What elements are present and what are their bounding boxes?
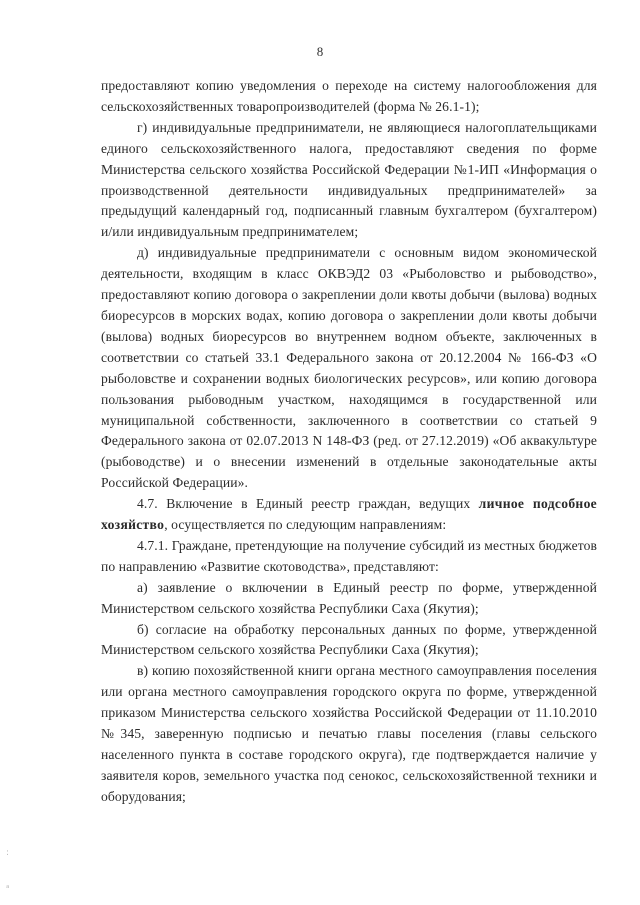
text-segment: , осуществляется по следующим направлениям: (164, 517, 447, 533)
page-number: 8 (316, 44, 324, 59)
text-segment: г) индивидуальные предприниматели, не являющиеся налогоплательщиками единого сельскохозяйственного налога, предоставляют сведения по форме Министерства сельского хозяйства Российской Федерации №1-ИП «Информация о производственной деятельности индивидуальных предпринимателей» за предыдущий календарный год, подписанный главным бухгалтером (бухгалтером) и/или индивидуальным предпринимателем; (101, 119, 597, 240)
paragraph (101, 661, 597, 807)
paragraph (101, 494, 597, 536)
text-segment: предоставляют копию уведомления о переходе на систему налогообложения для сельскохозяйственных товаропроизводителей (форма № 26.1-1); (101, 78, 597, 114)
paragraph (101, 536, 597, 578)
text-segment: 4.7.1. Граждане, претендующие на получение субсидий из местных бюджетов по направлению «Развитие скотоводства», представляют: (101, 537, 597, 574)
paragraph (101, 76, 597, 118)
paragraph (101, 243, 597, 494)
paragraph (101, 620, 597, 662)
document-body (101, 76, 597, 808)
paragraph (101, 578, 597, 620)
margin-mark: : (6, 848, 10, 858)
margin-mark: ᵃ (6, 884, 10, 894)
text-segment: д) индивидуальные предприниматели с основным видом экономической деятельности, входящим в класс ОКВЭД2 03 «Рыболовство и рыбоводство», предоставляют копию договора о закреплении доли квоты добычи (вылова) водных биоресурсов в морских водах, копию договора о закреплении доли квоты добычи (вылова) водных биоресурсов во внутреннем водном объекте, заключенных в соответствии со статьей 33.1 Федерального закона от 20.12.2004 № 166-ФЗ «О рыболовстве и сохранении водных биологических ресурсов», или копию договора пользования рыбоводным участком, находящимся в государственной или муниципальной собственности, заключенного в соответствии со статьей 9 Федерального закона от 02.07.2013 N 148-ФЗ (ред. от 27.12.2019) «Об аквакультуре (рыбоводстве) и о внесении изменений в отдельные законодательные акты Российской Федерации». (101, 245, 597, 491)
text-segment: б) согласие на обработку персональных данных по форме, утвержденной Министерством сельского хозяйства Республики Саха (Якутия); (101, 621, 597, 658)
bold-text: личное подсобное хозяйство (101, 496, 597, 533)
text-segment: в) копию похозяйственной книги органа местного самоуправления поселения или органа местного самоуправления городского округа по форме, утвержденной приказом Министерства сельского хозяйства Российской Федерации от 11.10.2010 №345, заверенную подписью и печатью главы поселения (главы сельского населенного пункта в составе городского округа), где подтверждается наличие у заявителя коров, земельного участка под сенокос, сельскохозяйственной техники и оборудования; (101, 663, 597, 804)
text-segment: 4.7. Включение в Единый реестр граждан, ведущих (137, 496, 479, 512)
paragraph (101, 118, 597, 243)
text-segment: а) заявление о включении в Единый реестр по форме, утвержденной Министерством сельского хозяйства Республики Саха (Якутия); (101, 579, 597, 616)
